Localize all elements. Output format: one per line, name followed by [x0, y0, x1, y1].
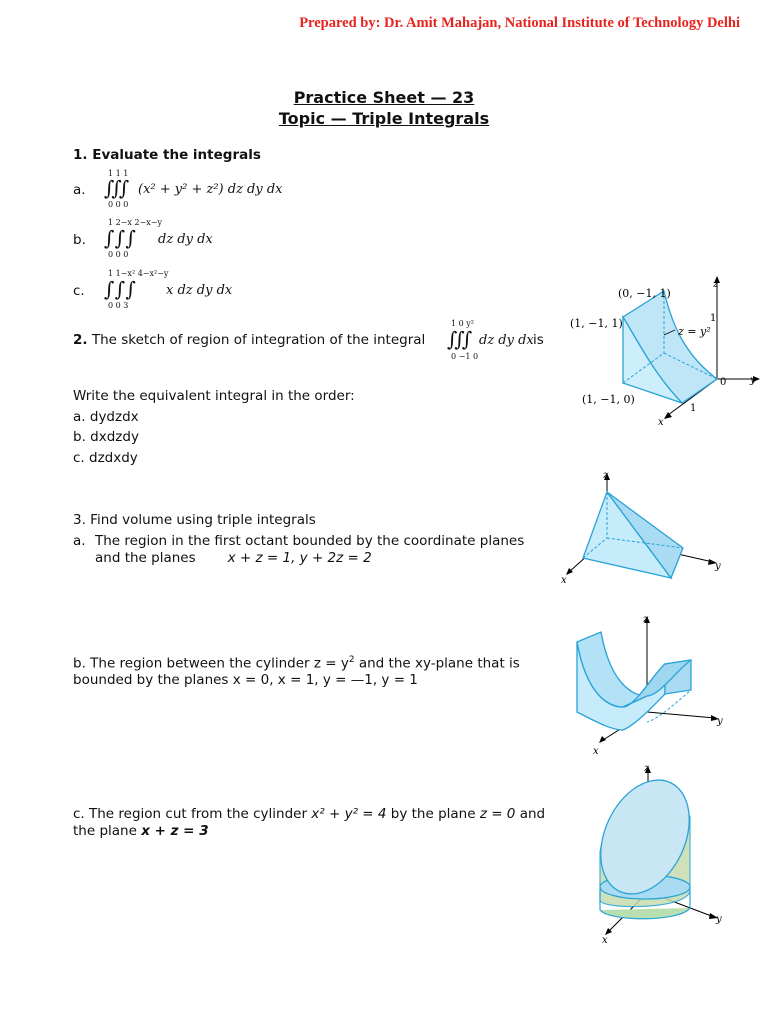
topic-text: Topic — Triple Integrals: [278, 109, 490, 128]
order-b-label: b.: [73, 429, 86, 445]
order-c-label: c.: [73, 450, 85, 466]
q3a-line2-text: and the planes: [95, 550, 196, 566]
q3a-equation: x + z = 1, y + 2z = 2: [227, 550, 372, 566]
q2-number: 2.: [73, 332, 88, 348]
tick-x-1: 1: [690, 403, 697, 414]
q1a-integral-sign: ∫∫∫: [104, 176, 127, 200]
q1b-label: b.: [73, 232, 86, 248]
q3b-line1: [73, 655, 520, 672]
q1b-integrand: dz dy dx: [158, 232, 213, 247]
q2-text: The sketch of region of integration of the integral: [87, 332, 426, 348]
q1c-integral-sign: ∫ ∫ ∫: [104, 277, 133, 301]
q3a-y-label: y: [715, 561, 721, 572]
q3a-line1: The region in the first octant bounded by the coordinate planes: [95, 533, 525, 549]
order-c: [73, 450, 138, 466]
q1a-label: a.: [73, 182, 86, 198]
q1a-upper-limits: 1 1 1: [108, 169, 129, 178]
q3c-z-label: z: [644, 763, 650, 774]
q2-is: is: [533, 332, 544, 348]
q3b-z-label: z: [643, 614, 649, 625]
q1c-label: c.: [73, 283, 85, 299]
q1b-lower-limits: 0 0 0: [108, 250, 129, 259]
q3b-x-label: x: [593, 746, 599, 757]
author-header: Prepared by: Dr. Amit Mahajan, National Institute of Technology Delhi: [299, 15, 740, 31]
q1a-integrand: (x² + y² + z²) dz dy dx: [138, 182, 283, 197]
q3c-y-label: y: [716, 914, 722, 925]
order-c-text: dzdxdy: [89, 450, 138, 466]
q3b-y-label: y: [717, 716, 723, 727]
q3c-x-label: x: [602, 935, 608, 946]
q3b-region-figure: [565, 612, 735, 757]
q3c-line1: [73, 806, 545, 822]
q1b-integral-sign: ∫ ∫ ∫: [104, 226, 133, 250]
x-axis-label: x: [658, 417, 664, 428]
y-axis-label: y: [750, 375, 756, 386]
q2-instruction: Write the equivalent integral in the order:: [73, 388, 355, 404]
q3c-plane-eq2: x + z = 3: [141, 823, 209, 839]
q3c-region-figure: [580, 762, 730, 947]
order-a-label: a.: [73, 409, 86, 425]
q3b-line2: bounded by the planes x = 0, x = 1, y = —1, y = 1: [73, 672, 418, 688]
q2-statement: [73, 332, 425, 348]
point-label-3: (1, −1, 0): [582, 393, 635, 406]
q1c-lower-limits: 0 0 3: [108, 301, 129, 310]
point-label-2: (1, −1, 1): [570, 317, 623, 330]
order-a: [73, 409, 139, 425]
q3c-line2: [73, 823, 209, 839]
q3a-line2: [95, 550, 372, 566]
q3c-cylinder-eq: x² + y² = 4: [311, 806, 387, 822]
point-label-1: (0, −1, 1): [618, 287, 671, 300]
order-a-text: dydzdx: [89, 409, 139, 425]
q3a-region-figure: [555, 470, 730, 585]
q2-region-figure: [560, 275, 765, 435]
q3b-line1-pre: b. The region between the cylinder z = y: [73, 655, 349, 672]
q2-lower-limits: 0 −1 0: [451, 352, 479, 361]
q3c-pre: c. The region cut from the cylinder: [73, 806, 312, 822]
order-b: [73, 429, 139, 445]
q2-upper-limits: 1 0 y²: [451, 319, 474, 328]
q1c-integrand: x dz dy dx: [166, 283, 233, 298]
q1-heading: 1. Evaluate the integrals: [73, 147, 261, 163]
q2-integral-sign: ∫∫∫: [447, 327, 470, 351]
q3c-post: and: [515, 806, 546, 822]
q3-heading: 3. Find volume using triple integrals: [73, 512, 316, 528]
q3b-exponent: 2: [348, 655, 355, 665]
q3a-z-label: z: [603, 470, 609, 481]
q3c-plane-eq: z = 0: [479, 806, 516, 822]
q1b-upper-limits: 1 2−x 2−x−y: [108, 218, 163, 227]
q1c-upper-limits: 1 1−x² 4−x²−y: [108, 269, 169, 278]
q3a-label: a.: [73, 533, 86, 549]
topic-title: [0, 109, 768, 128]
order-b-text: dxdzdy: [90, 429, 139, 445]
q3a-x-label: x: [561, 575, 567, 585]
q3b-line1-post: and the xy-plane that is: [354, 655, 520, 672]
q2-integrand: dz dy dx: [479, 333, 534, 348]
q3c-mid: by the plane: [386, 806, 480, 822]
q1a-lower-limits: 0 0 0: [108, 200, 129, 209]
z-axis-label: z: [713, 279, 719, 290]
q3c-line2-pre: the plane: [73, 823, 142, 839]
tick-z-1: 1: [710, 313, 717, 324]
tick-origin: 0: [720, 377, 727, 388]
surface-label: z = y²: [678, 325, 711, 338]
sheet-title: Practice Sheet — 23: [293, 88, 475, 107]
